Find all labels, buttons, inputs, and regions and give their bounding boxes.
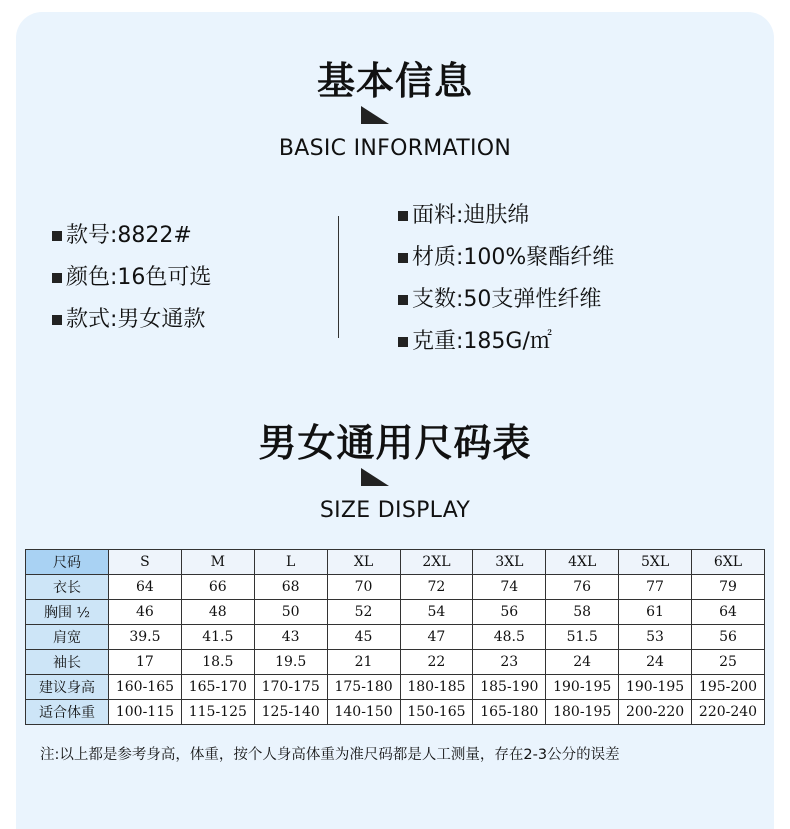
table-cell: 45 (327, 625, 400, 650)
table-cell: 64 (692, 600, 765, 625)
table-cell: 115-125 (181, 700, 254, 725)
table-cell: 21 (327, 650, 400, 675)
table-cell: 6XL (692, 550, 765, 575)
square-bullet-icon (398, 211, 408, 221)
table-cell: L (254, 550, 327, 575)
table-cell: 53 (619, 625, 692, 650)
table-cell: M (181, 550, 254, 575)
table-cell: 125-140 (254, 700, 327, 725)
spec-style-number: 款号:8822# (52, 218, 192, 249)
table-header-row (26, 550, 765, 575)
table-cell: 150-165 (400, 700, 473, 725)
row-label-cell: 衣长 (26, 575, 109, 600)
row-label-cell: 袖长 (26, 650, 109, 675)
table-cell: 70 (327, 575, 400, 600)
table-cell: 43 (254, 625, 327, 650)
table-cell: 24 (619, 650, 692, 675)
square-bullet-icon (52, 315, 62, 325)
table-cell: 58 (546, 600, 619, 625)
table-cell: 140-150 (327, 700, 400, 725)
table-cell: 165-170 (181, 675, 254, 700)
table-cell: 61 (619, 600, 692, 625)
table-cell: 160-165 (109, 675, 182, 700)
table-row (26, 675, 765, 700)
table-cell: 4XL (546, 550, 619, 575)
table-cell: 64 (109, 575, 182, 600)
table-cell: 190-195 (546, 675, 619, 700)
spec-color: 颜色:16色可选 (52, 260, 211, 291)
table-cell: 54 (400, 600, 473, 625)
table-cell: 52 (327, 600, 400, 625)
table-cell: 25 (692, 650, 765, 675)
spec-yarn-count: 支数:50支弹性纤维 (398, 282, 601, 313)
table-cell: 23 (473, 650, 546, 675)
row-label-cell: 胸围 ½ (26, 600, 109, 625)
table-cell: 18.5 (181, 650, 254, 675)
table-cell: 77 (619, 575, 692, 600)
table-cell: 100-115 (109, 700, 182, 725)
row-label-cell: 建议身高 (26, 675, 109, 700)
table-row (26, 600, 765, 625)
table-cell: 170-175 (254, 675, 327, 700)
table-cell: 200-220 (619, 700, 692, 725)
table-cell: 68 (254, 575, 327, 600)
table-cell: 79 (692, 575, 765, 600)
table-cell: 180-185 (400, 675, 473, 700)
table-cell: S (109, 550, 182, 575)
table-cell: 3XL (473, 550, 546, 575)
square-bullet-icon (52, 231, 62, 241)
spec-material: 材质:100%聚酯纤维 (398, 240, 614, 271)
table-cell: 19.5 (254, 650, 327, 675)
table-cell: XL (327, 550, 400, 575)
table-cell: 41.5 (181, 625, 254, 650)
table-cell: 17 (109, 650, 182, 675)
table-cell: 47 (400, 625, 473, 650)
table-cell: 56 (692, 625, 765, 650)
triangle-marker-icon (361, 468, 389, 486)
table-cell: 220-240 (692, 700, 765, 725)
table-cell: 24 (546, 650, 619, 675)
table-cell: 51.5 (546, 625, 619, 650)
spec-weight: 克重:185G/㎡ (398, 324, 552, 355)
table-cell: 48 (181, 600, 254, 625)
table-cell: 39.5 (109, 625, 182, 650)
table-row (26, 625, 765, 650)
square-bullet-icon (398, 337, 408, 347)
table-cell: 165-180 (473, 700, 546, 725)
section-subtitle-size-chart: SIZE DISPLAY (319, 498, 471, 523)
spec-fabric: 面料:迪肤绵 (398, 198, 529, 229)
section-title-size-chart: 男女通用尺码表 (258, 421, 532, 465)
table-row (26, 575, 765, 600)
table-cell: 22 (400, 650, 473, 675)
table-cell: 180-195 (546, 700, 619, 725)
table-cell: 74 (473, 575, 546, 600)
table-cell: 175-180 (327, 675, 400, 700)
table-cell: 50 (254, 600, 327, 625)
table-cell: 195-200 (692, 675, 765, 700)
square-bullet-icon (398, 295, 408, 305)
measurement-note: 注:以上都是参考身高，体重，按个人身高体重为准尺码都是人工测量，存在2-3公分的误差 (40, 747, 620, 763)
table-cell: 5XL (619, 550, 692, 575)
section-title-basic-info: 基本信息 (316, 59, 473, 103)
table-row (26, 650, 765, 675)
table-cell: 2XL (400, 550, 473, 575)
table-cell: 76 (546, 575, 619, 600)
section-subtitle-basic-info: BASIC INFORMATION (278, 136, 512, 161)
table-cell: 190-195 (619, 675, 692, 700)
square-bullet-icon (52, 273, 62, 283)
row-label-cell: 肩宽 (26, 625, 109, 650)
table-cell: 46 (109, 600, 182, 625)
table-cell: 72 (400, 575, 473, 600)
table-cell: 66 (181, 575, 254, 600)
table-cell: 185-190 (473, 675, 546, 700)
divider-line (338, 216, 339, 338)
row-label-cell: 适合体重 (26, 700, 109, 725)
table-cell: 56 (473, 600, 546, 625)
triangle-marker-icon (361, 106, 389, 124)
square-bullet-icon (398, 253, 408, 263)
table-cell: 48.5 (473, 625, 546, 650)
size-table (25, 549, 765, 725)
table-row (26, 700, 765, 725)
spec-fit: 款式:男女通款 (52, 302, 205, 333)
row-label-cell: 尺码 (26, 550, 109, 575)
